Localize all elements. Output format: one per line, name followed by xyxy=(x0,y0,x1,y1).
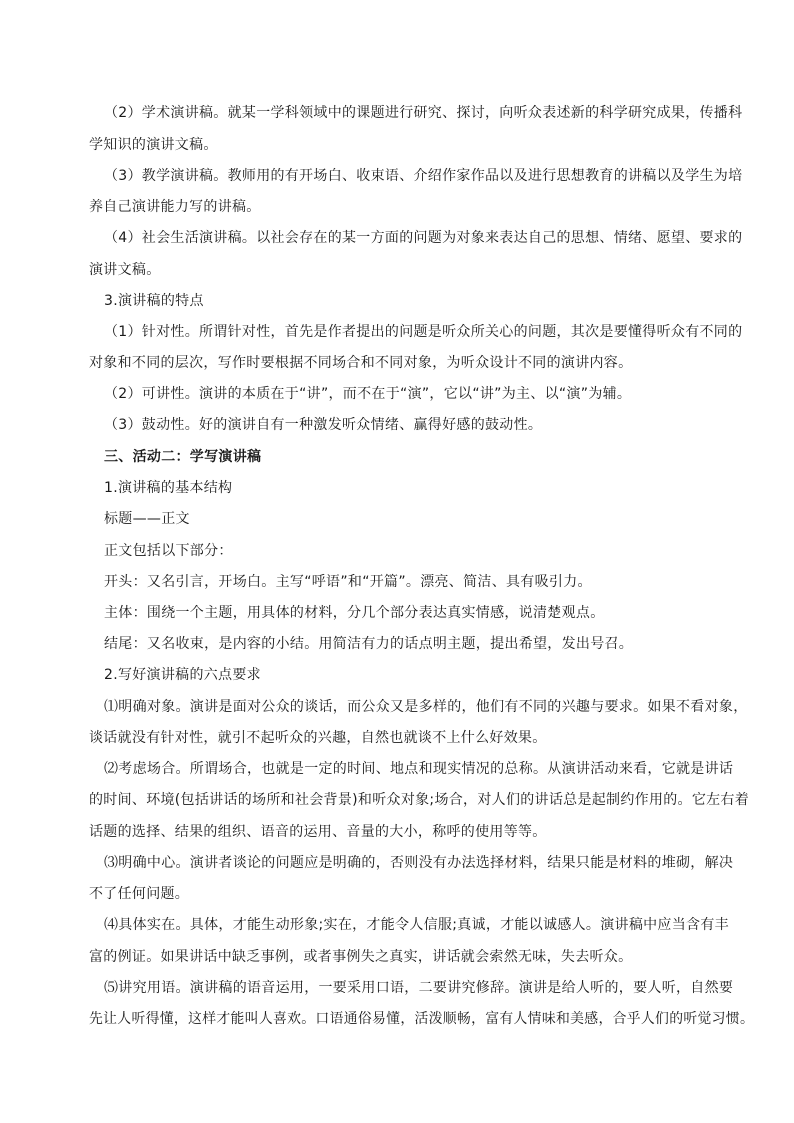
paragraph-line: 标题——正文 xyxy=(104,511,190,527)
paragraph-line: ⑵考虑场合。所谓场合，也就是一定的时间、地点和现实情况的总称。从演讲活动来看，它就是讲话 xyxy=(104,761,734,777)
paragraph-line: ⑴明确对象。演讲是面对公众的谈话，而公众又是多样的，他们有不同的兴趣与要求。如果不看对象， xyxy=(104,699,748,715)
paragraph-line: 先让人听得懂，这样才能叫人喜欢。口语通俗易懂，活泼顺畅，富有人情味和美感，合乎人们的听觉习惯。 xyxy=(89,1011,755,1027)
paragraph-line: （2）学术演讲稿。就某一学科领域中的课题进行研究、探讨，向听众表述新的科学研究成果，传播科 xyxy=(104,105,743,121)
paragraph-line: 养自己演讲能力写的讲稿。 xyxy=(89,199,261,215)
paragraph-line: 开头：又名引言，开场白。主写“呼语”和“开篇”。漂亮、简洁、具有吸引力。 xyxy=(104,574,592,590)
paragraph-line: 对象和不同的层次，写作时要根据不同场合和不同对象，为听众设计不同的演讲内容。 xyxy=(89,355,633,371)
activity-heading: 三、活动二：学写演讲稿 xyxy=(104,449,262,465)
paragraph-line: （2）可讲性。演讲的本质在于“讲”，而不在于“演”，它以“讲”为主、以“演”为辅。 xyxy=(104,386,632,402)
section-heading: 2.写好演讲稿的六点要求 xyxy=(104,667,261,683)
section-heading: 3.演讲稿的特点 xyxy=(104,293,204,309)
paragraph-line: 谈话就没有针对性，就引不起听众的兴趣，自然也就谈不上什么好效果。 xyxy=(89,730,547,746)
paragraph-line: 正文包括以下部分： xyxy=(104,543,233,559)
paragraph-line: （3）鼓动性。好的演讲自有一种激发听众情绪、赢得好感的鼓动性。 xyxy=(104,417,543,433)
paragraph-line: 的时间、环境(包括讲话的场所和社会背景)和听众对象;场合，对人们的讲话总是起制约作用的。它左右着 xyxy=(89,792,750,808)
paragraph-line: 话题的选择、结果的组织、语音的运用、音量的大小，称呼的使用等等。 xyxy=(89,824,547,840)
paragraph-line: ⑶明确中心。演讲者谈论的问题应是明确的，否则没有办法选择材料，结果只能是材料的堆砌，解决 xyxy=(104,855,734,871)
paragraph-line: （1）针对性。所谓针对性，首先是作者提出的问题是听众所关心的问题，其次是要懂得听众有不同的 xyxy=(104,324,743,340)
paragraph-line: 主体：围绕一个主题，用具体的材料，分几个部分表达真实情感，说清楚观点。 xyxy=(104,605,605,621)
paragraph-line: （3）教学演讲稿。教师用的有开场白、收束语、介绍作家作品以及进行思想教育的讲稿以及学生为培 xyxy=(104,168,743,184)
paragraph-line: 结尾：又名收束，是内容的小结。用简洁有力的话点明主题，提出希望，发出号召。 xyxy=(104,636,634,652)
paragraph-line: ⑸讲究用语。演讲稿的语音运用，一要采用口语，二要讲究修辞。演讲是给人听的，要人听，自然要 xyxy=(104,980,734,996)
section-heading: 1.演讲稿的基本结构 xyxy=(104,480,233,496)
paragraph-line: 演讲文稿。 xyxy=(89,262,161,278)
paragraph-line: （4）社会生活演讲稿。以社会存在的某一方面的问题为对象来表达自己的思想、情绪、愿望、要求的 xyxy=(104,230,743,246)
paragraph-line: 富的例证。如果讲话中缺乏事例，或者事例失之真实，讲话就会索然无味，失去听众。 xyxy=(89,949,633,965)
paragraph-line: 不了任何问题。 xyxy=(89,886,190,902)
paragraph-line: ⑷具体实在。具体，才能生动形象;实在，才能令人信服;真诚，才能以诚感人。演讲稿中应当含有丰 xyxy=(104,917,729,933)
paragraph-line: 学知识的演讲文稿。 xyxy=(89,137,218,153)
